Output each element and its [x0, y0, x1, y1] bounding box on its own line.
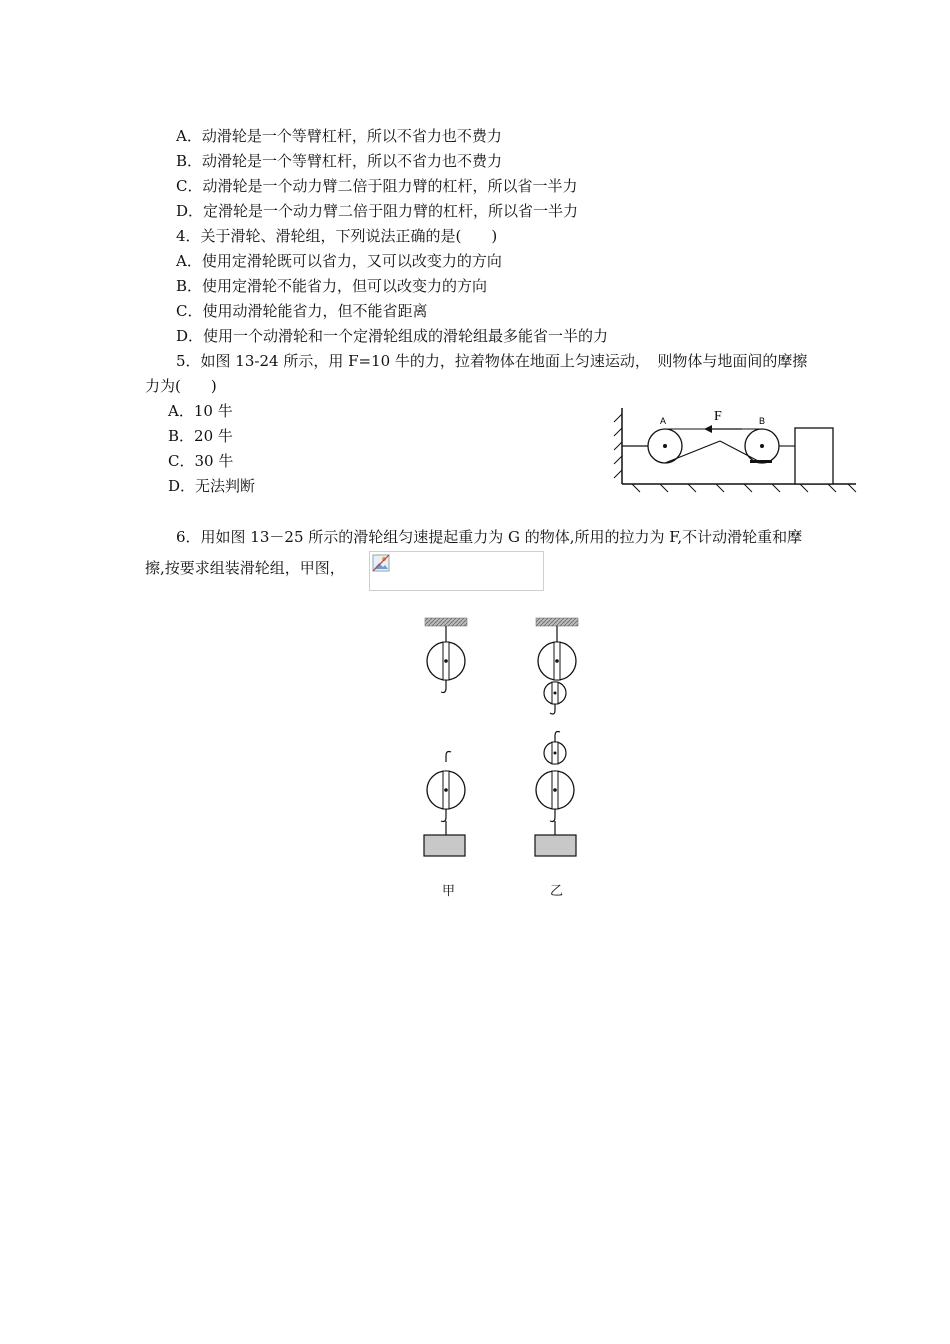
q5-option-b: B．20 牛: [168, 427, 233, 445]
pulley-friction-figure: [610, 404, 860, 500]
q3-option-c: C．动滑轮是一个动力臂二倍于阻力臂的杠杆，所以省一半力: [176, 177, 578, 195]
q5-stem-line2: 力为( ): [145, 377, 217, 395]
q3-option-d: D．定滑轮是一个动力臂二倍于阻力臂的杠杆，所以省一半力: [176, 202, 579, 220]
q6-stem-line1: 6．用如图 13－25 所示的滑轮组匀速提起重力为 G 的物体,所用的拉力为 F,不计动滑轮重和摩: [176, 528, 803, 546]
q5-option-a: A．10 牛: [168, 402, 233, 420]
pulley-assembly-figure: [410, 612, 600, 862]
caption-yi: 乙: [550, 884, 564, 899]
label-b: B: [759, 416, 766, 426]
caption-jia: 甲: [442, 884, 456, 899]
broken-image-placeholder: [369, 551, 544, 591]
q4-option-b: B．使用定滑轮不能省力，但可以改变力的方向: [176, 277, 488, 295]
broken-image-icon: [372, 554, 390, 572]
q6-stem-line2: 擦,按要求组装滑轮组，甲图，: [145, 559, 345, 577]
q4-option-c: C．使用动滑轮能省力，但不能省距离: [176, 302, 428, 320]
q5-option-d: D．无法判断: [168, 477, 256, 495]
q3-option-a: A．动滑轮是一个等臂杠杆，所以不省力也不费力: [176, 127, 502, 145]
q4-stem: 4．关于滑轮、滑轮组，下列说法正确的是( ): [176, 227, 498, 245]
q4-option-a: A．使用定滑轮既可以省力，又可以改变力的方向: [176, 252, 502, 270]
label-a: A: [660, 416, 667, 426]
q5-stem-line1: 5．如图 13-24 所示，用 F=10 牛的力，拉着物体在地面上匀速运动， 则物体与地面间的摩擦: [176, 352, 808, 370]
q3-option-b: B．动滑轮是一个等臂杠杆，所以不省力也不费力: [176, 152, 503, 170]
q5-option-c: C．30 牛: [168, 452, 234, 470]
label-f: F: [714, 409, 722, 424]
q4-option-d: D．使用一个动滑轮和一个定滑轮组成的滑轮组最多能省一半的力: [176, 327, 609, 345]
